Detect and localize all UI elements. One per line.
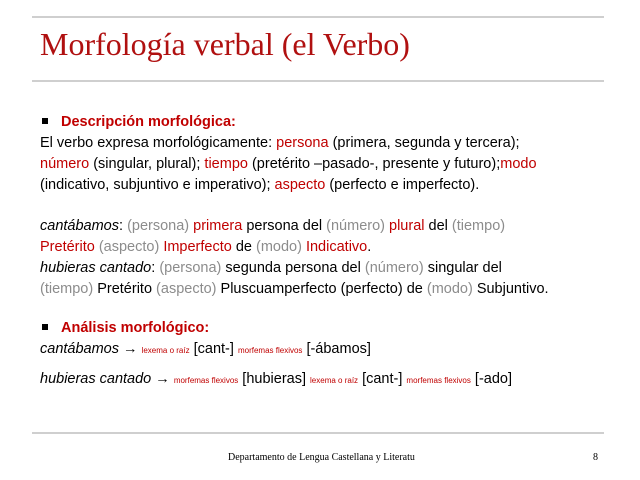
footer-department: Departamento de Lengua Castellana y Literatu <box>228 452 415 463</box>
example2-line-2 <box>40 279 630 300</box>
term-tiempo: tiempo <box>204 156 248 172</box>
square-bullet-icon <box>42 118 48 124</box>
text: : <box>119 218 128 234</box>
slide-content <box>40 112 630 391</box>
value-label: Imperfecto <box>163 239 232 255</box>
morpheme: [cant-] <box>358 371 407 387</box>
text: de <box>231 239 256 255</box>
category-label: (modo) <box>256 239 302 255</box>
text: Pluscuamperfecto (perfecto) de <box>216 281 427 297</box>
value-label: Indicativo <box>305 239 368 255</box>
spacer <box>40 361 630 369</box>
slide-title: Morfología verbal (el Verbo) <box>40 26 410 62</box>
analysis-row-1 <box>40 339 630 361</box>
top-divider <box>32 16 604 18</box>
text: El verbo expresa morfológicamente: <box>40 135 277 151</box>
analysis-verb: cantábamos <box>40 341 119 357</box>
text: singular del <box>423 260 502 276</box>
morpheme-tag: lexema o raíz <box>141 346 190 355</box>
text: del <box>424 218 452 234</box>
example1-line-2 <box>40 237 630 258</box>
analysis-verb: hubieras cantado <box>40 371 152 387</box>
text: : <box>151 260 160 276</box>
arrow-icon: → <box>119 341 142 357</box>
text: (perfecto e imperfecto). <box>325 177 480 193</box>
value-label: primera <box>193 218 243 234</box>
text: (singular, plural); <box>89 156 205 172</box>
category-label: (número) <box>364 260 424 276</box>
value-label: Pretérito <box>40 239 95 255</box>
example1-line-1 <box>40 216 630 237</box>
section-heading-description <box>40 112 630 133</box>
text: segunda persona del <box>221 260 365 276</box>
morpheme-tag: morfemas flexivos <box>173 376 239 385</box>
description-line-3 <box>40 175 630 196</box>
category-label: (persona) <box>159 260 222 276</box>
category-label: (tiempo) <box>40 281 94 297</box>
heading-text: Análisis morfológico: <box>61 320 210 336</box>
page-number: 8 <box>593 452 598 463</box>
morpheme: [-ado] <box>470 371 512 387</box>
heading-text: Descripción morfológica: <box>61 114 236 130</box>
category-label: (persona) <box>127 218 194 234</box>
morpheme-tag: lexema o raíz <box>310 376 359 385</box>
example2-line-1 <box>40 258 630 279</box>
morpheme: [-ábamos] <box>302 341 371 357</box>
analysis-row-2 <box>40 369 630 391</box>
arrow-icon: → <box>151 371 174 387</box>
text: (indicativo, subjuntivo e imperativo); <box>40 177 275 193</box>
spacer <box>40 196 630 216</box>
example-verb: cantábamos <box>40 218 119 234</box>
section-heading-analysis <box>40 318 630 339</box>
category-label: (aspecto) <box>156 281 217 297</box>
category-label: (número) <box>326 218 385 234</box>
text: (primera, segunda y tercera); <box>328 135 520 151</box>
value-label: plural <box>389 218 425 234</box>
term-persona: persona <box>276 135 329 151</box>
title-divider <box>32 80 604 82</box>
category-label: (aspecto) <box>94 239 164 255</box>
category-label: (modo) <box>426 281 473 297</box>
example-verb: hubieras cantado <box>40 260 152 276</box>
text: . <box>367 239 372 255</box>
text: persona del <box>242 218 327 234</box>
description-line-2 <box>40 154 630 175</box>
text: Subjuntivo. <box>472 281 549 297</box>
morpheme-tag: morfemas flexivos <box>237 346 303 355</box>
term-aspecto: aspecto <box>274 177 326 193</box>
square-bullet-icon <box>42 324 48 330</box>
text: (pretérito –pasado-, presente y futuro); <box>247 156 501 172</box>
description-line-1 <box>40 133 630 154</box>
morpheme: [hubieras] <box>238 371 311 387</box>
spacer <box>40 300 630 318</box>
term-numero: número <box>40 156 90 172</box>
text: Pretérito <box>93 281 157 297</box>
morpheme-tag: morfemas flexivos <box>406 376 471 385</box>
term-modo: modo <box>500 156 537 172</box>
footer-divider <box>32 432 604 434</box>
morpheme: [cant-] <box>189 341 238 357</box>
category-label: (tiempo) <box>451 218 506 234</box>
